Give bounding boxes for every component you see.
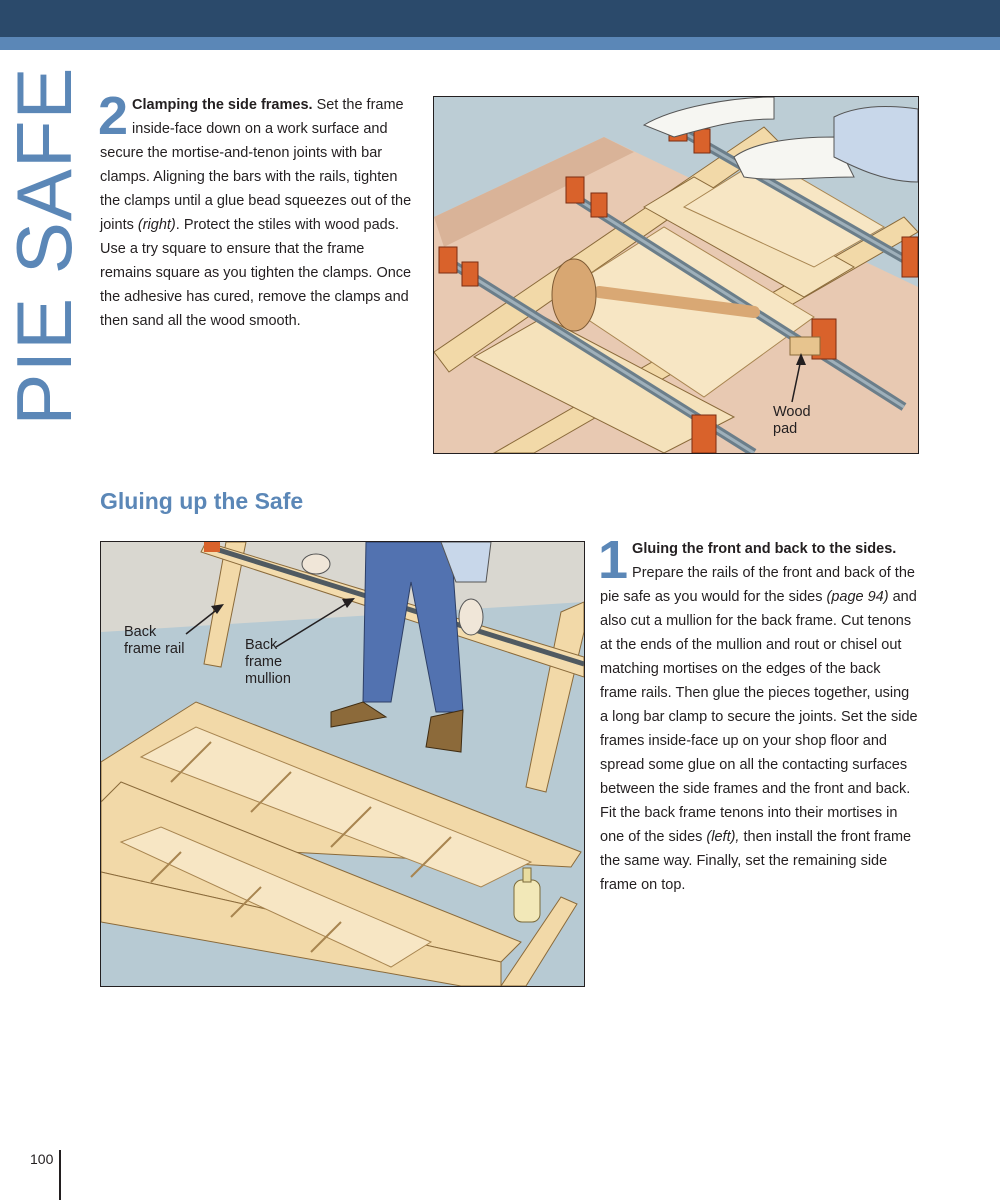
clamping-illustration-svg	[434, 97, 918, 453]
page-number: 100	[30, 1151, 54, 1167]
step-1-text-c: then install the front frame the same way. Finally, set the remaining side frame on top.	[600, 829, 912, 893]
callout-back-mullion-line3: mullion	[245, 671, 291, 687]
callout-wood-pad-line1: Wood	[773, 404, 811, 420]
header-band	[0, 0, 1000, 37]
callout-back-frame-mullion	[245, 637, 291, 688]
side-title	[0, 60, 88, 432]
step-2-ref: (right)	[137, 217, 176, 233]
callout-back-frame-rail	[124, 624, 184, 658]
step-1-text-a: Prepare the rails of the front and back of the pie safe as you would for the sides	[600, 565, 915, 605]
step-1-text-b: and also cut a mullion for the back frame. Cut tenons at the ends of the mullion and rout or chisel out matching mortises on the edges of the back frame rails. Then glue the pieces together, using a long bar clamp to secure the joints. Set the side frames inside-face up on your shop floor and spread some glue on all the contacting surfaces between the side frames and the front and back. Fit the back frame tenons into their mortises in one of the sides	[600, 589, 918, 845]
step-2-number: 2	[98, 86, 129, 146]
step-2-text-a: Set the frame inside-face down on a work surface and secure the mortise-and-tenon joints with bar clamps. Aligning the bars with the rails, tighten the clamps until a glue bead squeezes out of the joints	[100, 97, 412, 233]
step-1-ref-a: (page 94)	[826, 589, 889, 605]
step-1-paragraph	[598, 530, 920, 897]
gluing-illustration	[100, 541, 585, 987]
section-heading: Gluing up the Safe	[100, 488, 304, 514]
step-2-lead: Clamping the side frames.	[132, 97, 313, 113]
callout-wood-pad	[773, 404, 811, 438]
clamping-illustration	[433, 96, 919, 454]
step-2-text-b: . Protect the stiles with wood pads. Use a try square to ensure that the frame remains square as you tighten the clamps. Once the adhesive has cured, remove the clamps and then sand all the wood smooth.	[100, 217, 412, 329]
header-stripe	[0, 37, 1000, 50]
callout-back-mullion-line1: Back	[245, 637, 278, 653]
side-title-text: PIE SAFE	[0, 66, 88, 426]
step-2-paragraph	[98, 86, 415, 333]
callout-wood-pad-line2: pad	[773, 421, 798, 437]
gluing-illustration-svg	[101, 542, 584, 986]
step-1-number: 1	[598, 530, 629, 590]
step-1-ref-b: (left),	[706, 829, 740, 845]
callout-back-rail-line2: frame rail	[124, 641, 185, 657]
callout-back-mullion-line2: frame	[245, 654, 283, 670]
callout-back-rail-line1: Back	[124, 624, 157, 640]
step-1-lead: Gluing the front and back to the sides.	[632, 541, 897, 557]
page-number-rule	[59, 1150, 61, 1200]
